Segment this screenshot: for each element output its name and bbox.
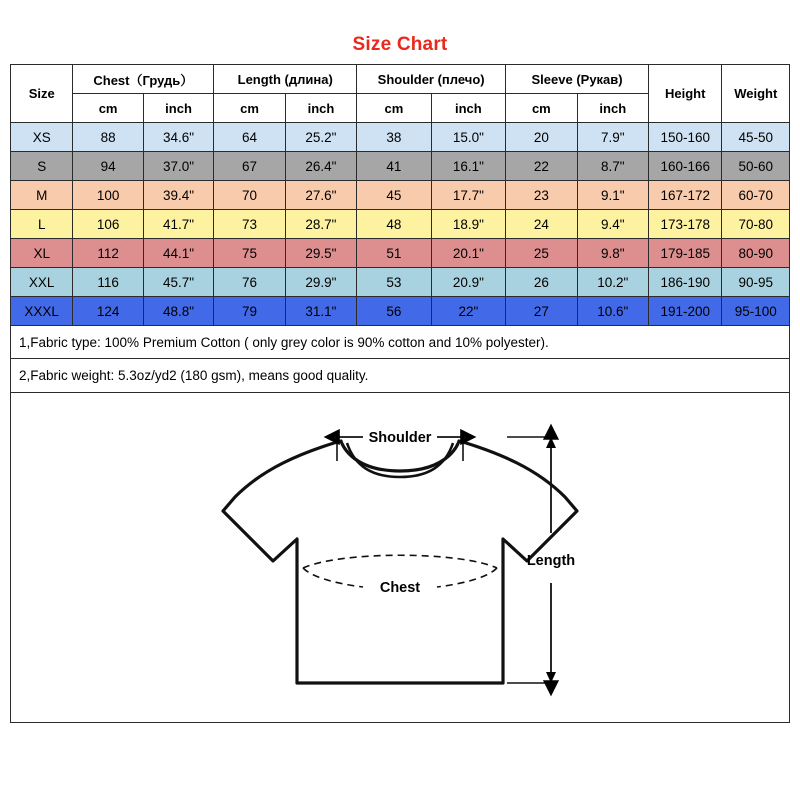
header-length: Length (длина)	[214, 65, 357, 94]
measure-cell: 20	[506, 123, 577, 152]
fabric-notes	[10, 326, 790, 393]
measure-cell: 90-95	[722, 268, 790, 297]
measure-cell: 106	[73, 210, 143, 239]
size-cell: XXL	[11, 268, 73, 297]
measure-cell: 27	[506, 297, 577, 326]
table-row	[11, 152, 790, 181]
unit-shoulder-cm: cm	[357, 94, 431, 123]
measure-cell: 26.4"	[285, 152, 356, 181]
length-label: Length	[526, 553, 576, 569]
measure-cell: 9.8"	[577, 239, 648, 268]
measure-cell: 18.9"	[431, 210, 505, 239]
measure-cell: 15.0"	[431, 123, 505, 152]
measure-cell: 173-178	[649, 210, 722, 239]
measure-cell: 116	[73, 268, 143, 297]
measure-cell: 64	[214, 123, 285, 152]
tshirt-diagram	[10, 393, 790, 723]
measure-cell: 150-160	[649, 123, 722, 152]
measure-cell: 67	[214, 152, 285, 181]
measure-cell: 95-100	[722, 297, 790, 326]
fabric-note-1: 1,Fabric type: 100% Premium Cotton ( only grey color is 90% cotton and 10% polyester).	[11, 326, 789, 359]
header-size: Size	[11, 65, 73, 123]
shoulder-label: Shoulder	[368, 430, 432, 446]
unit-length-cm: cm	[214, 94, 285, 123]
measure-cell: 22	[506, 152, 577, 181]
measure-cell: 28.7"	[285, 210, 356, 239]
measure-cell: 70	[214, 181, 285, 210]
table-row	[11, 268, 790, 297]
header-height: Height	[649, 65, 722, 123]
measure-cell: 24	[506, 210, 577, 239]
measure-cell: 7.9"	[577, 123, 648, 152]
measure-cell: 45	[357, 181, 431, 210]
measure-cell: 39.4"	[143, 181, 213, 210]
measure-cell: 94	[73, 152, 143, 181]
measure-cell: 191-200	[649, 297, 722, 326]
measure-cell: 10.6"	[577, 297, 648, 326]
measure-cell: 23	[506, 181, 577, 210]
measure-cell: 44.1"	[143, 239, 213, 268]
measure-cell: 27.6"	[285, 181, 356, 210]
measure-cell: 29.5"	[285, 239, 356, 268]
measure-cell: 76	[214, 268, 285, 297]
size-cell: XS	[11, 123, 73, 152]
measure-cell: 186-190	[649, 268, 722, 297]
measure-cell: 50-60	[722, 152, 790, 181]
measure-cell: 70-80	[722, 210, 790, 239]
measure-cell: 60-70	[722, 181, 790, 210]
measure-cell: 79	[214, 297, 285, 326]
measure-cell: 20.9"	[431, 268, 505, 297]
measure-cell: 34.6"	[143, 123, 213, 152]
measure-cell: 100	[73, 181, 143, 210]
measure-cell: 31.1"	[285, 297, 356, 326]
size-cell: XXXL	[11, 297, 73, 326]
measure-cell: 10.2"	[577, 268, 648, 297]
tshirt-outline	[223, 441, 577, 683]
size-table	[10, 64, 790, 326]
measure-cell: 9.1"	[577, 181, 648, 210]
measure-cell: 37.0"	[143, 152, 213, 181]
size-table-head	[11, 65, 790, 123]
measure-cell: 75	[214, 239, 285, 268]
unit-sleeve-inch: inch	[577, 94, 648, 123]
measure-cell: 56	[357, 297, 431, 326]
measure-cell: 48	[357, 210, 431, 239]
measure-cell: 29.9"	[285, 268, 356, 297]
measure-cell: 45.7"	[143, 268, 213, 297]
table-row	[11, 239, 790, 268]
page-title: Size Chart	[352, 34, 448, 55]
measure-cell: 17.7"	[431, 181, 505, 210]
unit-length-inch: inch	[285, 94, 356, 123]
measure-cell: 80-90	[722, 239, 790, 268]
measure-cell: 9.4"	[577, 210, 648, 239]
tshirt-diagram-svg	[11, 393, 789, 721]
unit-sleeve-cm: cm	[506, 94, 577, 123]
measure-cell: 179-185	[649, 239, 722, 268]
table-row	[11, 181, 790, 210]
size-cell: L	[11, 210, 73, 239]
fabric-note-2: 2,Fabric weight: 5.3oz/yd2 (180 gsm), means good quality.	[19, 368, 369, 383]
size-table-body	[11, 123, 790, 326]
header-shoulder: Shoulder (плечо)	[357, 65, 506, 94]
chest-label: Chest	[379, 580, 421, 596]
unit-chest-inch: inch	[143, 94, 213, 123]
size-cell: XL	[11, 239, 73, 268]
measure-cell: 25.2"	[285, 123, 356, 152]
table-row	[11, 297, 790, 326]
shoulder-measure	[337, 430, 463, 461]
unit-chest-cm: cm	[73, 94, 143, 123]
measure-cell: 53	[357, 268, 431, 297]
measure-cell: 124	[73, 297, 143, 326]
measure-cell: 48.8"	[143, 297, 213, 326]
measure-cell: 22"	[431, 297, 505, 326]
measure-cell: 112	[73, 239, 143, 268]
table-row	[11, 123, 790, 152]
header-weight: Weight	[722, 65, 790, 123]
measure-cell: 38	[357, 123, 431, 152]
header-sleeve: Sleeve (Рукав)	[506, 65, 649, 94]
table-row	[11, 210, 790, 239]
measure-cell: 41.7"	[143, 210, 213, 239]
measure-cell: 41	[357, 152, 431, 181]
measure-cell: 8.7"	[577, 152, 648, 181]
measure-cell: 167-172	[649, 181, 722, 210]
measure-cell: 25	[506, 239, 577, 268]
measure-cell: 88	[73, 123, 143, 152]
measure-cell: 26	[506, 268, 577, 297]
measure-cell: 73	[214, 210, 285, 239]
measure-cell: 160-166	[649, 152, 722, 181]
measure-cell: 45-50	[722, 123, 790, 152]
size-cell: S	[11, 152, 73, 181]
measure-cell: 16.1"	[431, 152, 505, 181]
unit-shoulder-inch: inch	[431, 94, 505, 123]
header-chest: Chest（Грудь）	[73, 65, 214, 94]
size-cell: M	[11, 181, 73, 210]
measure-cell: 20.1"	[431, 239, 505, 268]
group-header-row	[11, 65, 790, 94]
measure-cell: 51	[357, 239, 431, 268]
